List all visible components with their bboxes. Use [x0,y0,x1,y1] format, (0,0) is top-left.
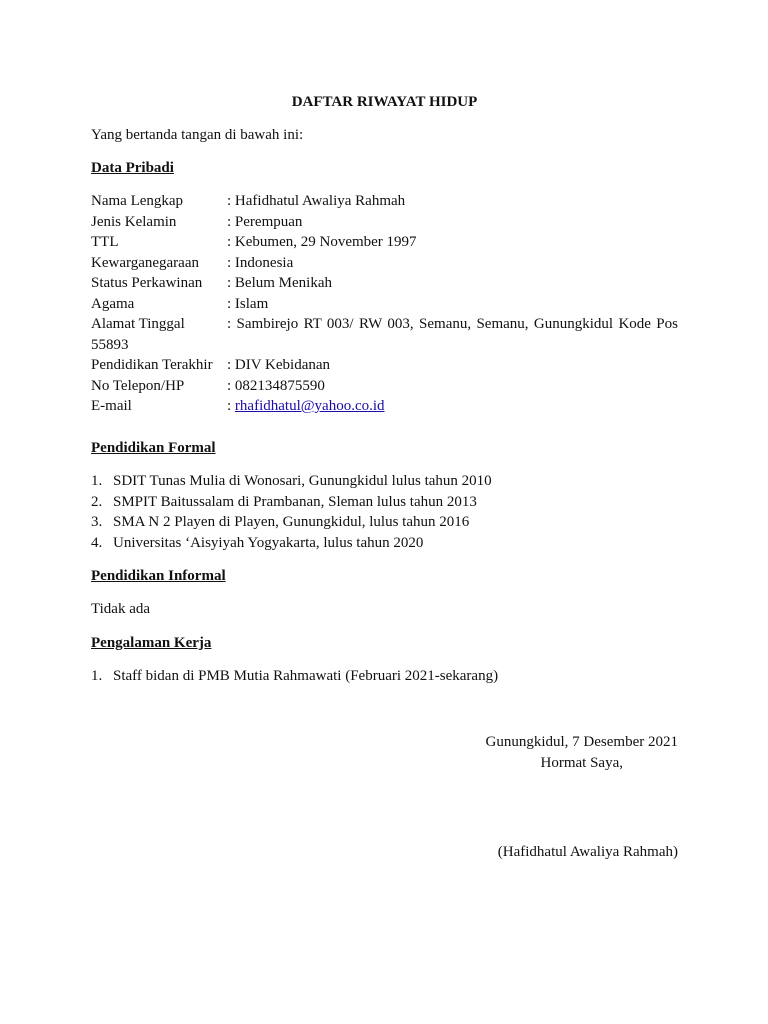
list-text: SDIT Tunas Mulia di Wonosari, Gunungkidul lulus tahun 2010 [113,473,492,489]
row-value: : Islam [227,295,269,312]
row-label: Nama Lengkap [91,193,184,209]
personal-row-email [91,396,678,417]
row-value: : Hafidhatul Awaliya Rahmah [227,193,406,209]
row-label: Alamat Tinggal [91,316,185,332]
signature-name: (Hafidhatul Awaliya Rahmah) [497,844,678,860]
row-value-continuation: 55893 [91,336,129,353]
personal-row-address [91,314,678,355]
signature-place-date: Gunungkidul, 7 Desember 2021 [485,734,678,750]
row-value: : Kebumen, 29 November 1997 [227,234,417,250]
list-number: 1. [91,668,103,684]
section-heading-formal: Pendidikan Formal [91,440,216,456]
personal-row-birth [91,232,678,253]
row-value: : Indonesia [227,254,294,271]
signature-closing: Hormat Saya, [540,754,623,771]
section-heading-informal: Pendidikan Informal [91,568,226,584]
personal-row-name [91,191,678,212]
row-label: Agama [91,295,135,312]
row-value: : 082134875590 [227,377,325,394]
row-label: TTL [91,234,119,250]
list-text: Universitas ‘Aisyiyah Yogyakarta, lulus tahun 2020 [113,534,424,551]
personal-row-gender [91,212,678,233]
personal-row-citizenship [91,253,678,274]
list-text: Staff bidan di PMB Mutia Rahmawati (Februari 2021-sekarang) [113,668,499,684]
row-label: No Telepon/HP [91,377,185,394]
document-page [91,0,678,1024]
section-heading-work: Pengalaman Kerja [91,635,212,651]
list-text: SMA N 2 Playen di Playen, Gunungkidul, lulus tahun 2016 [113,514,470,530]
personal-data-table [91,191,678,417]
section-heading-personal: Data Pribadi [91,160,174,176]
personal-row-marital [91,273,678,294]
signature-block [486,732,678,773]
email-prefix: : [227,398,235,414]
intro-text: Yang bertanda tangan di bawah ini: [91,127,304,143]
row-value: : Sambirejo RT 003/ RW 003, Semanu, Semanu, Gunungkidul Kode Pos [227,316,678,332]
document-title: DAFTAR RIWAYAT HIDUP [291,94,478,110]
personal-row-education [91,355,678,376]
row-value [227,396,385,417]
list-text: SMPIT Baitussalam di Prambanan, Sleman lulus tahun 2013 [113,493,477,510]
list-number: 1. [91,473,103,489]
row-label: Jenis Kelamin [91,213,177,230]
personal-row-phone [91,376,678,397]
informal-education-text: Tidak ada [91,601,151,617]
row-value: : Perempuan [227,213,303,230]
row-label: Pendidikan Terakhir [91,357,213,373]
row-label: E-mail [91,398,132,414]
list-number: 2. [91,493,103,510]
row-value: : DIV Kebidanan [227,357,331,373]
row-label: Kewarganegaraan [91,254,199,271]
list-number: 3. [91,514,103,530]
list-number: 4. [91,534,103,551]
row-label: Status Perkawinan [91,275,203,291]
email-link[interactable]: rhafidhatul@yahoo.co.id [234,398,385,414]
personal-row-religion [91,294,678,315]
row-value: : Belum Menikah [227,275,332,291]
